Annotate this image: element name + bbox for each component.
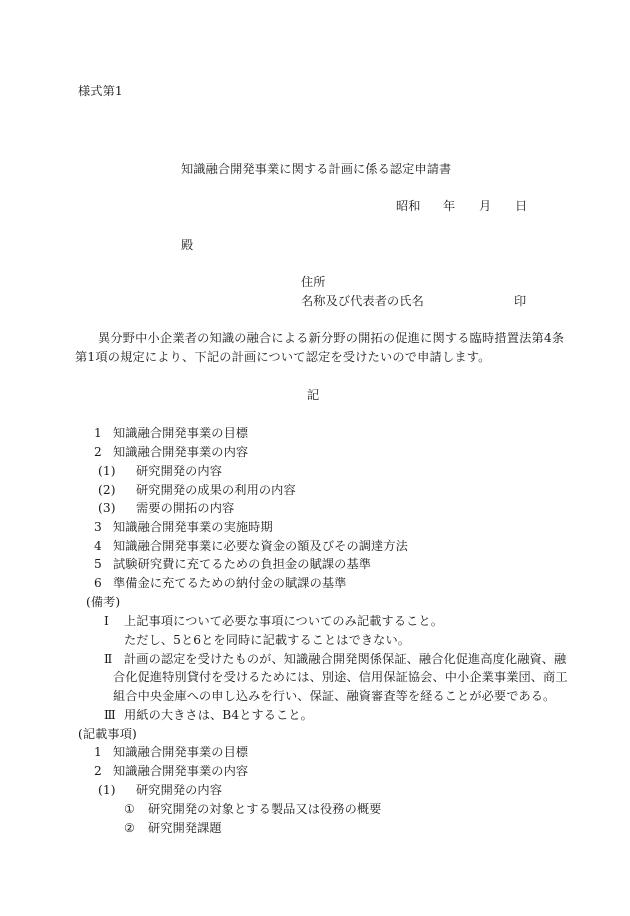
- remark-number: Ⅲ: [104, 708, 116, 722]
- item-text: 準備金に充てるための納付金の賦課の基準: [113, 576, 347, 590]
- circled-item-text: 研究開発課題: [148, 821, 222, 835]
- item-number: 3: [94, 520, 102, 534]
- subitem-text: 研究開発の内容: [136, 783, 223, 797]
- subitem-number: (1): [98, 464, 116, 478]
- body-text-line-2: 第1項の規定により、下記の計画について認定を受けたいので申請します。: [75, 350, 491, 364]
- item-text: 知識融合開発事業の内容: [113, 445, 249, 459]
- circled-item-number: ①: [124, 802, 136, 816]
- circled-item-text: 研究開発の対象とする製品又は役務の概要: [148, 802, 382, 816]
- circled-item-number: ②: [124, 821, 136, 835]
- subitem-text: 需要の開拓の内容: [136, 501, 235, 515]
- name-label: 名称及び代表者の氏名: [301, 294, 424, 308]
- item-number: 2: [94, 764, 102, 778]
- remark-text: 上記事項について必要な事項についてのみ記載すること。: [124, 614, 443, 628]
- ki-heading: 記: [307, 388, 320, 402]
- subitem-number: (3): [98, 501, 116, 515]
- form-label: 様式第1: [78, 84, 123, 98]
- date-year: 年: [443, 199, 456, 213]
- item-text: 知識融合開発事業の目標: [113, 426, 249, 440]
- remark-text: 用紙の大きさは、B4とすること。: [124, 708, 313, 722]
- item-text: 知識融合開発事業に必要な資金の額及びその調達方法: [113, 539, 408, 553]
- item-number: 1: [94, 426, 102, 440]
- entry-heading: (記載事項): [78, 727, 137, 741]
- item-number: 1: [94, 745, 102, 759]
- item-number: 4: [94, 539, 102, 553]
- remark-number: Ⅰ: [104, 614, 109, 628]
- subitem-text: 研究開発の成果の利用の内容: [136, 483, 296, 497]
- remark-number: Ⅱ: [104, 652, 113, 666]
- date-month: 月: [479, 199, 492, 213]
- item-text: 試験研究費に充てるための負担金の賦課の基準: [113, 557, 372, 571]
- remark-text: 計画の認定を受けたものが、知識融合開発関係保証、融合化促進高度化融資、融: [124, 652, 567, 666]
- item-text: 知識融合開発事業の実施時期: [113, 520, 273, 534]
- item-text: 知識融合開発事業の内容: [113, 764, 249, 778]
- date-day: 日: [515, 199, 528, 213]
- subitem-text: 研究開発の内容: [136, 464, 223, 478]
- item-number: 5: [94, 557, 102, 571]
- subitem-number: (2): [98, 483, 116, 497]
- seal-mark: 印: [514, 294, 527, 308]
- remark-continuation: ただし、5と6とを同時に記載することはできない。: [124, 633, 411, 647]
- address-label: 住所: [301, 275, 326, 289]
- remark-continuation: 合化促進特別貸付を受けるためには、別途、信用保証協会、中小企業事業団、商工: [113, 670, 568, 684]
- item-text: 知識融合開発事業の目標: [113, 745, 249, 759]
- subitem-number: (1): [98, 783, 116, 797]
- item-number: 2: [94, 445, 102, 459]
- remarks-heading: (備考): [86, 595, 121, 609]
- body-text-line-1: 異分野中小企業者の知識の融合による新分野の開拓の促進に関する臨時措置法第4条: [98, 331, 565, 345]
- remark-continuation: 組合中央金庫への申し込みを行い、保証、融資審査等を経ることが必要である。: [113, 689, 556, 703]
- page-title: 知識融合開発事業に関する計画に係る認定申請書: [181, 162, 452, 176]
- date-era: 昭和: [396, 199, 421, 213]
- item-number: 6: [94, 576, 102, 590]
- addressee: 殿: [181, 238, 194, 252]
